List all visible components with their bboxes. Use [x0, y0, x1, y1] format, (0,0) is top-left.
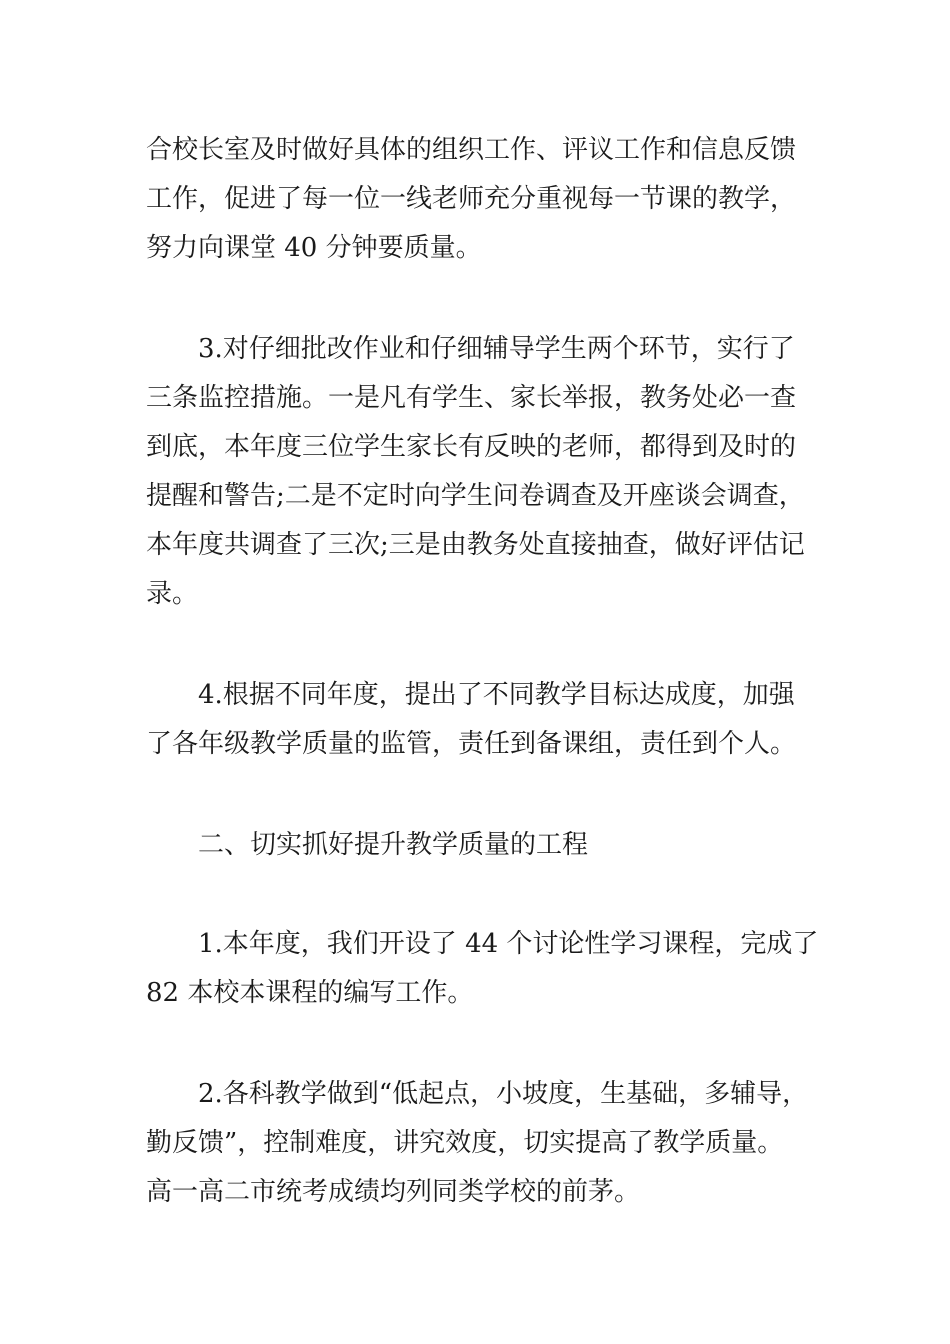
section-heading — [146, 821, 846, 870]
text-line: 勤反馈”，控制难度，讲究效度，切实提高了教学质量。 — [146, 1128, 784, 1158]
text-line: 2.各科教学做到“低起点，小坡度，生基础，多辅导， — [198, 1079, 809, 1109]
heading-line: 二、切实抓好提升教学质量的工程 — [198, 830, 589, 860]
paragraph-item-1 — [146, 920, 846, 1018]
text-line: 本年度共调查了三次;三是由教务处直接抽查，做好评估记 — [146, 530, 805, 560]
text-line: 高一高二市统考成绩均列同类学校的前茅。 — [146, 1177, 641, 1207]
paragraph-continuation — [146, 126, 846, 273]
text-line: 合校长室及时做好具体的组织工作、评议工作和信息反馈 — [146, 135, 797, 165]
text-line: 努力向课堂 40 分钟要质量。 — [146, 233, 482, 263]
text-line: 三条监控措施。一是凡有学生、家长举报，教务处必一查 — [146, 383, 797, 413]
text-line: 工作，促进了每一位一线老师充分重视每一节课的教学， — [146, 184, 797, 214]
text-line: 4.根据不同年度，提出了不同教学目标达成度，加强 — [198, 680, 795, 710]
text-line: 3.对仔细批改作业和仔细辅导学生两个环节，实行了 — [198, 334, 795, 364]
text-line: 82 本校本课程的编写工作。 — [146, 978, 474, 1008]
text-line: 到底，本年度三位学生家长有反映的老师，都得到及时的 — [146, 432, 797, 462]
text-line: 1.本年度，我们开设了 44 个讨论性学习课程，完成了 — [198, 929, 819, 959]
text-line: 了各年级教学质量的监管，责任到备课组，责任到个人。 — [146, 729, 797, 759]
text-line: 录。 — [146, 579, 199, 609]
text-line: 提醒和警告;二是不定时向学生问卷调查及开座谈会调查， — [146, 481, 805, 511]
paragraph-item-2 — [146, 1070, 846, 1217]
paragraph-item-3 — [146, 325, 846, 619]
paragraph-item-4 — [146, 671, 846, 769]
